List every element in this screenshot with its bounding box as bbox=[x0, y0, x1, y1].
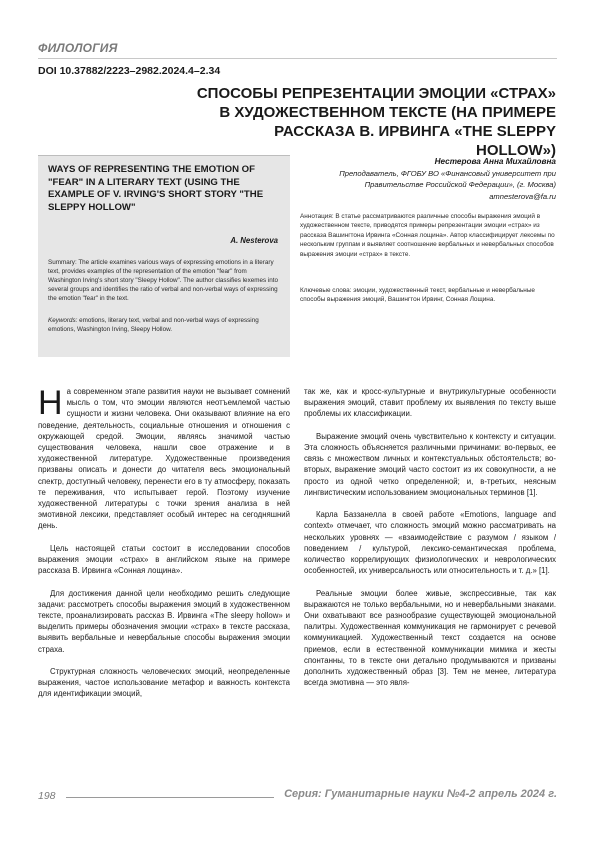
body-paragraph bbox=[38, 386, 290, 532]
body-paragraph: Выражение эмоций очень чувствительно к контексту и ситуации. Эта сложность объясняется различными причинами: во-первых, ее связь с множеством личных и контекстуальных обстоятельств; во-вторых, выражение эмоций часто состоит из их совокупности, а не просто из одной четко определенной; и, в-третьих, неясным лингвистическим использованием эмоциональных терминов [1]. bbox=[304, 431, 556, 497]
journal-series: Серия: Гуманитарные науки №4-2 апрель 2024 г. bbox=[284, 788, 557, 800]
body-paragraph: так же, как и кросс-культурные и внутрикультурные особенности выражения эмоций, ставит проблему их выявления по тексту выше проблемы их классификации. bbox=[304, 387, 556, 419]
title-line-2: В ХУДОЖЕСТВЕННОМ ТЕКСТЕ (НА ПРИМЕРЕ bbox=[219, 104, 556, 121]
article-title bbox=[196, 84, 556, 160]
body-paragraph: Для достижения данной цели необходимо решить следующие задачи: рассмотреть способы выражения эмоций в художественном тексте, проанализировать рассказ В. Ирвинга «The sleepy hollow» и выделить примеры обозначения эмоции «страх» в тексте рассказа, выявить вербальные и невербальные способы выражения эмоции страха. bbox=[38, 588, 290, 654]
english-summary: Summary: The article examines various ways of expressing emotions in a literary text, provides examples of the representation of the emotion "fear" from Washington Irving's short story "Sleepy Hollow". The author classifies lexemes into several groups and identifies the ratio of verbal and non-verbal ways of expressing the emotion "fear" in the text. bbox=[48, 259, 279, 303]
body-paragraph-text: а современном этапе развития науки не вызывает сомнений мысль о том, что эмоции являются неотъемлемой частью сущности и жизни человека. Они оказывают влияние на его поведение, деятельность, социальные отношения и отношения с окружающей средой. Эмоции, являясь значимой частью существования человека, нашли свое отражение и в художественной литературе. Художественные произведения призваны описать и донести до читателя весь эмоциональный спектр, доступный человеку, перенести его в ту атмосферу, показать те переживания, что испытывает герой. Поэтому изучение художественной литературы с точки зрения анализа в ней эмотивной лексики, представляет особый интерес на сегодняшний день. bbox=[38, 387, 290, 531]
body-paragraph: Реальные эмоции более живые, экспрессивные, так как выражаются не только вербальными, но и невербальными знаками. Они охватывают все разнообразие существующей эмоциональной палитры. Художественная коммуникация не гармонирует с речевой коммуникацией. Художественный текст создается на основе приемов, если в естественной коммуникации мимика и жесты спонтанны, то в тексте они детально продумываются и призваны дополнить художественный образ [3]. Тем не менее, литература всегда эмотивна — это явля- bbox=[304, 588, 556, 688]
english-keywords bbox=[48, 316, 280, 334]
body-column-right bbox=[304, 386, 556, 700]
title-line-1: СПОСОБЫ РЕПРЕЗЕНТАЦИИ ЭМОЦИИ «СТРАХ» bbox=[196, 85, 556, 102]
doi[interactable]: DOI 10.37882/2223–2982.2024.4–2.34 bbox=[38, 65, 221, 77]
journal-section: ФИЛОЛОГИЯ bbox=[38, 41, 118, 55]
footer-divider bbox=[66, 797, 274, 798]
body-column-left bbox=[38, 386, 290, 711]
author-email[interactable]: amnesterova@fa.ru bbox=[489, 192, 556, 201]
drop-cap: Н bbox=[38, 384, 63, 422]
author-name: Нестерова Анна Михайловна bbox=[434, 157, 556, 166]
english-abstract-box bbox=[38, 155, 290, 357]
body-paragraph: Карла Баззанелла в своей работе «Emotions, language and context» отмечает, что сложность эмоций можно рассматривать на нескольких уровнях — «взаимодействие с разумом / языком / поведением / культурой, лексико-семантическая проблема, количество коррелирующих физиологических и неврологических особенностей, их универсальность или относительность и т. д.» [1]. bbox=[304, 510, 556, 576]
page-number: 198 bbox=[38, 790, 56, 802]
title-line-3: РАССКАЗА В. ИРВИНГА «THE SLEPPY HOLLOW») bbox=[274, 123, 556, 159]
header-divider bbox=[38, 58, 557, 59]
english-keywords-label: Keywords: bbox=[48, 317, 78, 324]
annotation-ru: Аннотация: В статье рассматриваются различные способы выражения эмоций в художественном тексте, приводятся примеры репрезентации эмоции «страх» из рассказа Вашингтона Ирвинга «Сонная лощина». Автор классифицирует лексемы по нескольким группам и выявляет соотношение вербальных и невербальных способов выражения эмоции «страх» в тексте. bbox=[300, 213, 555, 258]
body-paragraph: Цель настоящей статьи состоит в исследовании способов выражения эмоции «страх» в английском языке на примере рассказа В. Ирвинга «Сонная лощина». bbox=[38, 543, 290, 576]
keywords-ru: Ключевые слова: эмоции, художественный текст, вербальные и невербальные способы выражения эмоций, Вашингтон Ирвинг, Сонная Лощина. bbox=[300, 287, 535, 304]
english-keywords-text: emotions, literary text, verbal and non-verbal ways of expressing emotions, Washington Irving, Sleepy Hollow. bbox=[48, 317, 259, 334]
body-paragraph: Структурная сложность человеческих эмоций, неопределенные выражения, частое использование метафор и важность контекста для идентификации эмоций, bbox=[38, 667, 290, 699]
english-title: WAYS OF REPRESENTING THE EMOTION OF "FEAR" IN A LITERARY TEXT (USING THE EXAMPLE OF V. IRVING'S SHORT STORY "THE SLEPPY HOLLOW" bbox=[48, 164, 264, 213]
english-author: A. Nesterova bbox=[230, 236, 278, 245]
author-affiliation: Преподаватель, ФГОБУ ВО «Финансовый университет при Правительстве Российской Федерации», (г. Москва) bbox=[339, 169, 556, 189]
